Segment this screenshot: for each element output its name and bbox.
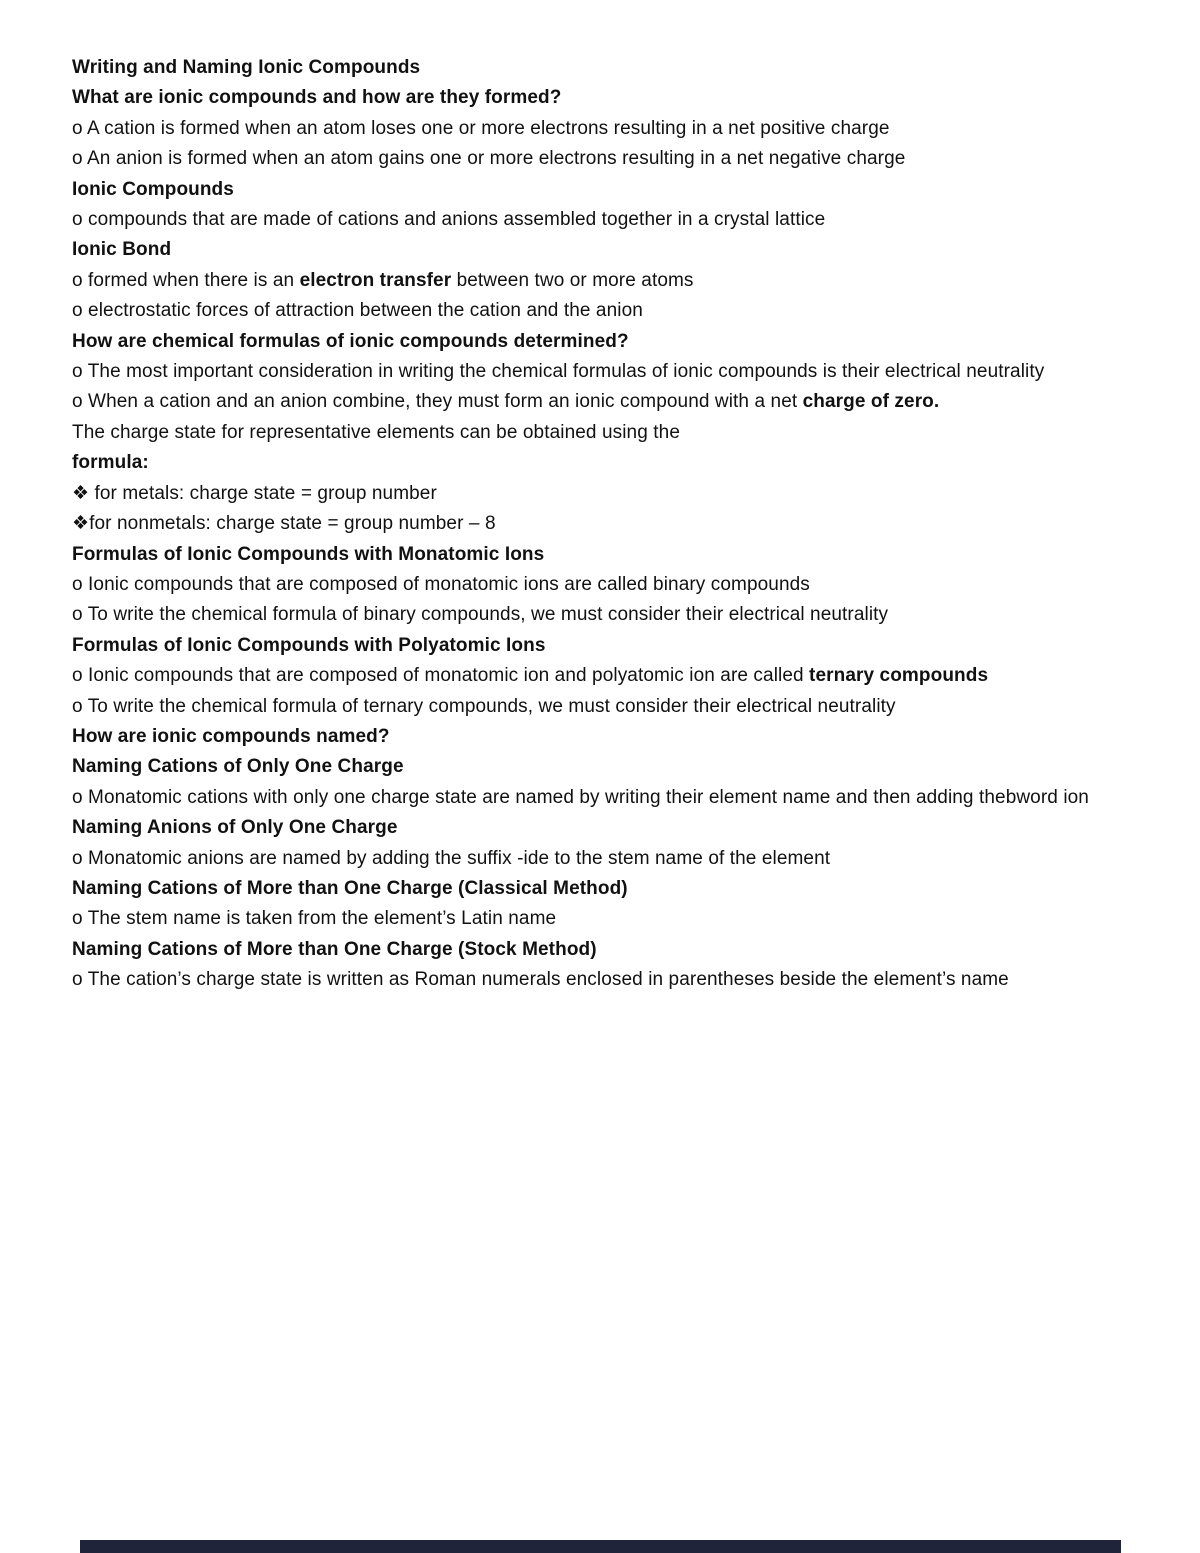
text-segment: o An anion is formed when an atom gains one or more electrons resulting in a net negative charge <box>72 148 906 170</box>
text-segment: charge of zero. <box>802 391 940 413</box>
document-line <box>72 479 1140 509</box>
text-segment: o When a cation and an anion combine, they must form an ionic compound with a net <box>72 391 803 413</box>
text-segment: Naming Anions of Only One Charge <box>72 817 398 839</box>
document-heading <box>72 722 1140 752</box>
document-line <box>72 570 1140 600</box>
document-heading <box>72 327 1140 357</box>
document-line <box>72 266 1140 296</box>
text-segment: between two or more atoms <box>451 269 694 291</box>
document-line <box>72 692 1140 722</box>
text-segment: Naming Cations of More than One Charge (Classical Method) <box>72 877 628 899</box>
text-segment: o compounds that are made of cations and anions assembled together in a crystal lattice <box>72 209 826 231</box>
text-segment: ❖for nonmetals: charge state = group number – 8 <box>72 513 496 535</box>
text-segment: How are chemical formulas of ionic compounds determined? <box>72 330 629 352</box>
text-segment: Writing and Naming Ionic Compounds <box>72 57 421 78</box>
text-segment: formula: <box>72 452 149 474</box>
document-heading <box>72 175 1140 205</box>
document-heading <box>72 53 1140 83</box>
document-line <box>72 144 1140 174</box>
document-line <box>72 418 1140 448</box>
text-segment: How are ionic compounds named? <box>72 725 390 747</box>
text-segment: o Monatomic cations with only one charge state are named by writing their element name and then adding thebword ion <box>72 786 1089 808</box>
document-line <box>72 509 1140 539</box>
text-segment: o Ionic compounds that are composed of monatomic ion and polyatomic ion are called <box>72 665 810 687</box>
document-line <box>72 661 1140 691</box>
text-segment: Naming Cations of More than One Charge (Stock Method) <box>72 938 597 960</box>
document-line <box>72 114 1140 144</box>
text-segment: o A cation is formed when an atom loses one or more electrons resulting in a net positive charge <box>72 117 890 139</box>
text-segment: o Ionic compounds that are composed of monatomic ions are called binary compounds <box>72 573 810 595</box>
text-segment: o To write the chemical formula of ternary compounds, we must consider their electrical neutrality <box>72 695 896 717</box>
document-line <box>72 296 1140 326</box>
text-segment: ternary compounds <box>809 665 989 687</box>
document-body <box>72 53 1140 996</box>
text-segment: o electrostatic forces of attraction between the cation and the anion <box>72 300 643 322</box>
text-segment: o To write the chemical formula of binary compounds, we must consider their electrical neutrality <box>72 604 889 626</box>
document-line <box>72 904 1140 934</box>
document-heading <box>72 448 1140 478</box>
text-segment: o The most important consideration in writing the chemical formulas of ionic compounds is their electrical neutrality <box>72 361 1045 383</box>
document-heading <box>72 540 1140 570</box>
document-heading <box>72 83 1140 113</box>
text-segment: Formulas of Ionic Compounds with Monatomic Ions <box>72 543 545 565</box>
document-heading <box>72 631 1140 661</box>
document-line <box>72 844 1140 874</box>
document-heading <box>72 874 1140 904</box>
text-segment: electron transfer <box>299 269 452 291</box>
document-heading <box>72 813 1140 843</box>
text-segment: Ionic Compounds <box>72 178 234 200</box>
document-line <box>72 965 1140 995</box>
text-segment: Ionic Bond <box>72 239 172 261</box>
document-line <box>72 387 1140 417</box>
text-segment: Formulas of Ionic Compounds with Polyatomic Ions <box>72 634 546 656</box>
text-segment: ❖ for metals: charge state = group number <box>72 482 437 504</box>
document-line <box>72 205 1140 235</box>
text-segment: o formed when there is an <box>72 269 300 291</box>
document-line <box>72 357 1140 387</box>
text-segment: o The cation’s charge state is written as Roman numerals enclosed in parentheses beside the element’s name <box>72 969 1009 991</box>
text-segment: The charge state for representative elements can be obtained using the <box>72 421 680 443</box>
document-heading <box>72 235 1140 265</box>
document-heading <box>72 935 1140 965</box>
text-segment: What are ionic compounds and how are they formed? <box>72 87 562 109</box>
document-heading <box>72 752 1140 782</box>
document-line <box>72 783 1140 813</box>
text-segment: o The stem name is taken from the element’s Latin name <box>72 908 557 930</box>
document-line <box>72 600 1140 630</box>
text-segment: Naming Cations of Only One Charge <box>72 756 404 778</box>
footer-bar <box>80 1540 1121 1553</box>
text-segment: o Monatomic anions are named by adding the suffix -ide to the stem name of the element <box>72 847 831 869</box>
